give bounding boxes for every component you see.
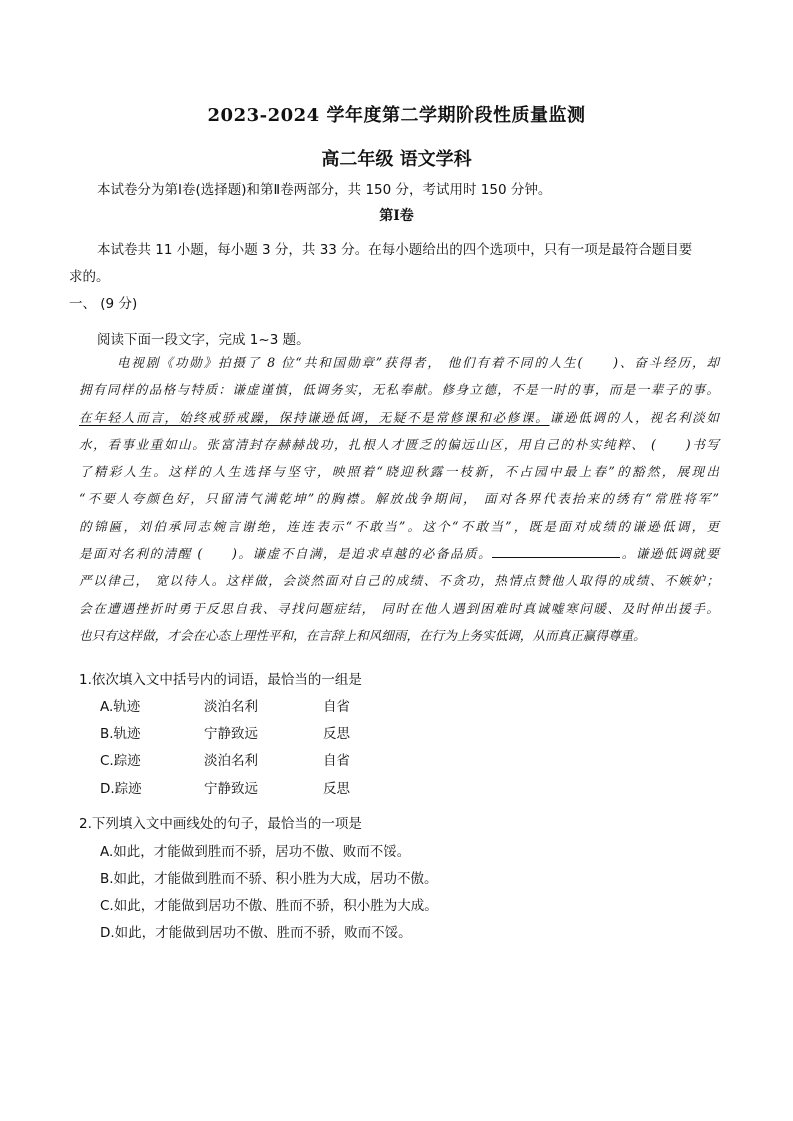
reading-prompt: 阅读下面一段文字，完成 1~3 题。 — [97, 332, 310, 348]
question-1-stem: 1.依次填入文中括号内的词语，最恰当的一组是 — [79, 672, 362, 688]
passage-line: 严以律己， 宽以待人。这样做，会淡然面对自己的成绩、不贪功，热情点赞他人取得的成绩、不嫉妒； — [79, 573, 719, 589]
passage-text: 。谦逊低调就要 — [620, 546, 719, 562]
passage-line: 的锦匾，刘伯承同志婉言谢绝，连连表示“不敢当”。这个“不敢当”，既是面对成绩的谦逊低调，更 — [79, 518, 719, 534]
question-2-stem: 2.下列填入文中画线处的句子，最恰当的一项是 — [79, 816, 362, 832]
reading-passage — [79, 353, 719, 653]
exam-page: 2023-2024 学年度第二学期阶段性质量监测 高二年级 语文学科 本试卷分为第Ⅰ卷(选择题)和第Ⅱ卷两部分，共 150 分，考试用时 150 分钟。 第Ⅰ卷 本试卷共 11 小题，每小题 3 分，共 33 分。在每小题给出的四个选项中，只有一项是最符合题目要 求的。 一、 (9 分) 阅读下面一段文字，完成 1~3 题。 电视剧《功勋》拍摄了 8 位“共和国勋章”获得者， 他们有着不同的人生( )、奋斗经历，却 拥有同样的品格与特质：谦虚谨慎，低调务实，无私奉献。修身立德，不是一时的事，而是一辈子的事。 在年轻人而言，始终戒骄戒躁，保持谦逊低调，无疑不是常修课和必修课。谦逊低调的人，视名利淡如 水，看事业重如山。张富清封存赫赫战功，扎根人才匮乏的偏远山区，用自己的朴实纯粹、 ( )书写 了精彩人生。这样的人生选择与坚守，映照着“晓迎秋露一枝新，不占园中最上春”的豁然，展现出 “不要人夸颜色好，只留清气满乾坤”的胸襟。解放战争期间， 面对各界代表抬来的绣有“常胜将军” 的锦匾，刘伯承同志婉言谢绝，连连表示“不敢当”。这个“不敢当”，既是面对成绩的谦逊低调，更 是面对名利的清醒 ( )。谦虚不自满，是追求卓越的必备品质。 。谦逊低调就要 严以律己， 宽以待人。这样做，会淡然面对自己的成绩、不贪功，热情点赞他人取得的成绩、不嫉妒； 会在遭遇挫折时勇于反思自我、寻找问题症结， 同时在他人遇到困难时真诚嘘寒问暖、及时伸出援手。 也只有这样做，才会在心态上理性平和，在言辞上和风细雨，在行为上务实低调，从而真正赢得尊重。 1.依次填入文中括号内的词语，最恰当的一组是 A.轨迹 淡泊名利 自省 B.轨迹 宁静致远 反思 C.踪迹 淡泊名利 自省 D.踪迹 宁静致远 反思 2.下列填入文中画线处的句子，最恰当的一项是 A.如此，才能做到胜而不骄，居功不傲、败而不馁。 B.如此，才能做到胜而不骄、积小胜为大成，居功不傲。 C.如此，才能做到居功不傲、胜而不骄，积小胜为大成。 D.如此，才能做到居功不傲、胜而不骄，败而不馁。 — [0, 0, 793, 1121]
passage-line — [79, 408, 719, 435]
passage-text: 是面对名利的清醒 ( )。谦虚不自满，是追求卓越的必备品质。 — [79, 546, 493, 562]
intro-text: 本试卷分为第Ⅰ卷(选择题)和第Ⅱ卷两部分，共 150 分，考试用时 150 分钟。 — [97, 182, 552, 198]
passage-line: 也只有这样做，才会在心态上理性平和，在言辞上和风细雨，在行为上务实低调，从而真正赢得尊重。 — [79, 627, 646, 643]
passage-line — [79, 544, 719, 571]
question-2-option-a: A.如此，才能做到胜而不骄，居功不傲、败而不馁。 — [100, 844, 411, 860]
answer-blank — [492, 545, 620, 558]
question-2-option-b: B.如此，才能做到胜而不骄、积小胜为大成，居功不傲。 — [100, 871, 438, 887]
passage-line: 拥有同样的品格与特质：谦虚谨慎，低调务实，无私奉献。修身立德，不是一时的事，而是一辈子的事。 — [79, 382, 719, 398]
underlined-sentence: 在年轻人而言，始终戒骄戒躁，保持谦逊低调，无疑不是常修课和必修课。 — [79, 409, 550, 425]
section-heading: 一、 (9 分) — [69, 296, 138, 312]
volume-note-line-2: 求的。 — [69, 269, 110, 285]
passage-line: 水，看事业重如山。张富清封存赫赫战功，扎根人才匮乏的偏远山区，用自己的朴实纯粹、 ( )书写 — [79, 436, 719, 452]
passage-line: “不要人夸颜色好，只留清气满乾坤”的胸襟。解放战争期间， 面对各界代表抬来的绣有“常胜将军” — [79, 491, 719, 507]
passage-line: 了精彩人生。这样的人生选择与坚守，映照着“晓迎秋露一枝新，不占园中最上春”的豁然，展现出 — [79, 464, 719, 480]
question-2-option-d: D.如此，才能做到居功不傲、胜而不骄，败而不馁。 — [100, 925, 412, 941]
passage-line: 电视剧《功勋》拍摄了 8 位“共和国勋章”获得者， 他们有着不同的人生( )、奋斗经历，却 — [117, 355, 719, 370]
volume-note-line-1: 本试卷共 11 小题，每小题 3 分，共 33 分。在每小题给出的四个选项中，只有一项是最符合题目要 — [97, 242, 693, 258]
passage-text: 谦逊低调的人，视名利淡如 — [549, 409, 720, 425]
exam-title: 2023-2024 学年度第二学期阶段性质量监测 — [207, 105, 586, 126]
exam-subtitle: 高二年级 语文学科 — [321, 149, 472, 170]
question-2-option-c: C.如此，才能做到居功不傲、胜而不骄，积小胜为大成。 — [100, 898, 438, 914]
volume-title: 第Ⅰ卷 — [379, 208, 414, 224]
passage-line: 会在遭遇挫折时勇于反思自我、寻找问题症结， 同时在他人遇到困难时真诚嘘寒问暖、及时伸出援手。 — [79, 600, 719, 616]
